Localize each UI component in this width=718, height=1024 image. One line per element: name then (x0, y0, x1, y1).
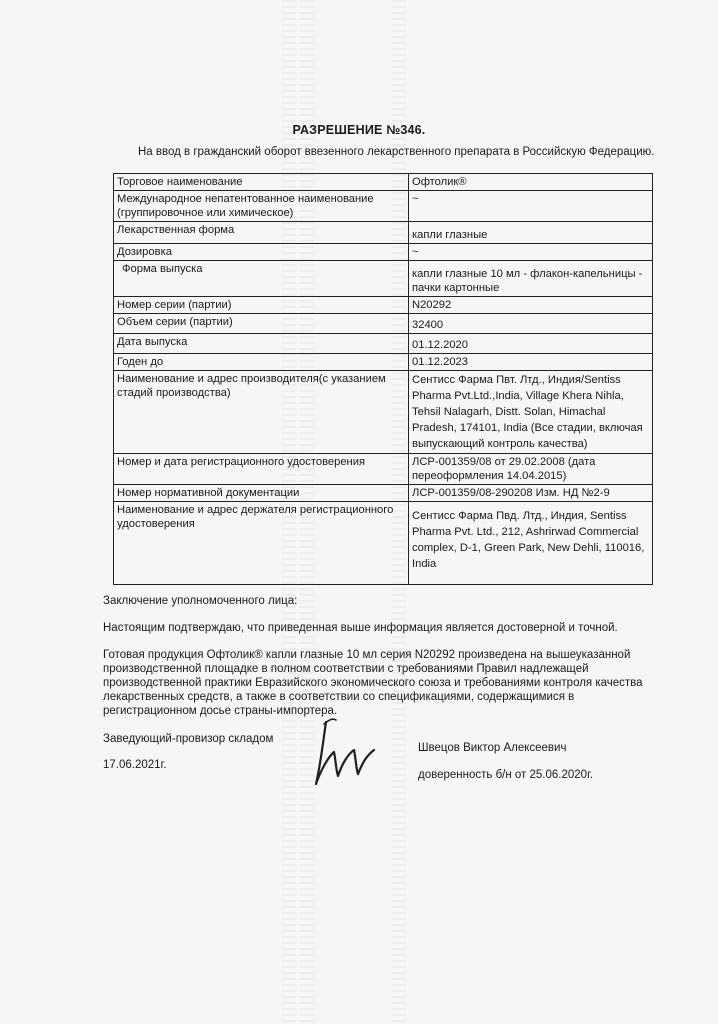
row-label: Объем серии (партии) (114, 314, 409, 334)
row-value: 01.12.2020 (409, 334, 653, 354)
row-value: ЛСР-001359/08-290208 Изм. НД №2-9 (409, 485, 653, 502)
row-value: Сентисс Фарма Пвт. Лтд., Индия/Sentiss Pharma Pvt.Ltd.,India, Village Khera Nihla, Tehsil Nalagarh, Distt. Solan, Himachal Pradesh, 174101, India (Все стадии, включая выпускающий контроль качества) (409, 371, 653, 454)
signer-name: Швецов Виктор Алексеевич (418, 742, 567, 754)
conformity-statement: Готовая продукция Офтолик® капли глазные 10 мл серия N20292 произведена на вышеуказанной производственной площадке в полном соответствии с требованиями Правил надлежащей производственной практики Евразийского экономического союза и требованиями контроля качества лекарственных средств, а также в соответствии со спецификациями, содержащимися в регистрационном досье страны-импортера. (103, 649, 643, 717)
row-label: Номер нормативной документации (114, 485, 409, 502)
authority-reference: доверенность б/н от 25.06.2020г. (418, 769, 594, 781)
table-row (114, 191, 653, 222)
table-row (114, 222, 653, 244)
table-row (114, 297, 653, 314)
table-row (114, 485, 653, 502)
handwritten-signature (296, 712, 396, 792)
drug-info-table (113, 173, 653, 585)
row-value: 01.12.2023 (409, 354, 653, 371)
table-row (114, 502, 653, 585)
table-row (114, 334, 653, 354)
row-label: Номер и дата регистрационного удостоверения (114, 454, 409, 485)
signer-position: Заведующий-провизор складом (103, 733, 274, 745)
document-subtitle: На ввод в гражданский оборот ввезенного лекарственного препарата в Российскую Федерацию. (138, 146, 655, 158)
table-row (114, 371, 653, 454)
row-value: ~ (409, 244, 653, 261)
row-value: капли глазные 10 мл - флакон-капельницы - пачки картонные (409, 261, 653, 297)
row-label: Номер серии (партии) (114, 297, 409, 314)
row-value: ~ (409, 191, 653, 222)
row-label: Дозировка (114, 244, 409, 261)
row-label: Дата выпуска (114, 334, 409, 354)
row-value: Офтолик® (409, 174, 653, 191)
table-row (114, 354, 653, 371)
row-value: 32400 (409, 314, 653, 334)
table-row (114, 261, 653, 297)
document-title: РАЗРЕШЕНИЕ №346. (292, 123, 426, 137)
row-label: Наименование и адрес производителя(с указанием стадий производства) (114, 371, 409, 454)
row-label: Международное непатентованное наименование (группировочное или химическое) (114, 191, 409, 222)
signing-date: 17.06.2021г. (103, 759, 167, 771)
row-value: ЛСР-001359/08 от 29.02.2008 (дата переоформления 14.04.2015) (409, 454, 653, 485)
row-label: Торговое наименование (114, 174, 409, 191)
row-label: Форма выпуска (114, 261, 409, 297)
row-value: капли глазные (409, 222, 653, 244)
row-value: N20292 (409, 297, 653, 314)
table-row (114, 454, 653, 485)
row-label: Наименование и адрес держателя регистрационного удостоверения (114, 502, 409, 585)
row-label: Лекарственная форма (114, 222, 409, 244)
table-row (114, 314, 653, 334)
confirmation-text: Настоящим подтверждаю, что приведенная выше информация является достоверной и точной. (103, 622, 618, 634)
row-label: Годен до (114, 354, 409, 371)
row-value: Сентисс Фарма Пвд. Лтд., Индия, Sentiss Pharma Pvt. Ltd., 212, Ashrirwad Commercial complex, D-1, Green Park, New Dehli, 110016, India (409, 502, 653, 585)
table-row (114, 174, 653, 191)
conclusion-heading: Заключение уполномоченного лица: (103, 595, 298, 607)
table-row (114, 244, 653, 261)
